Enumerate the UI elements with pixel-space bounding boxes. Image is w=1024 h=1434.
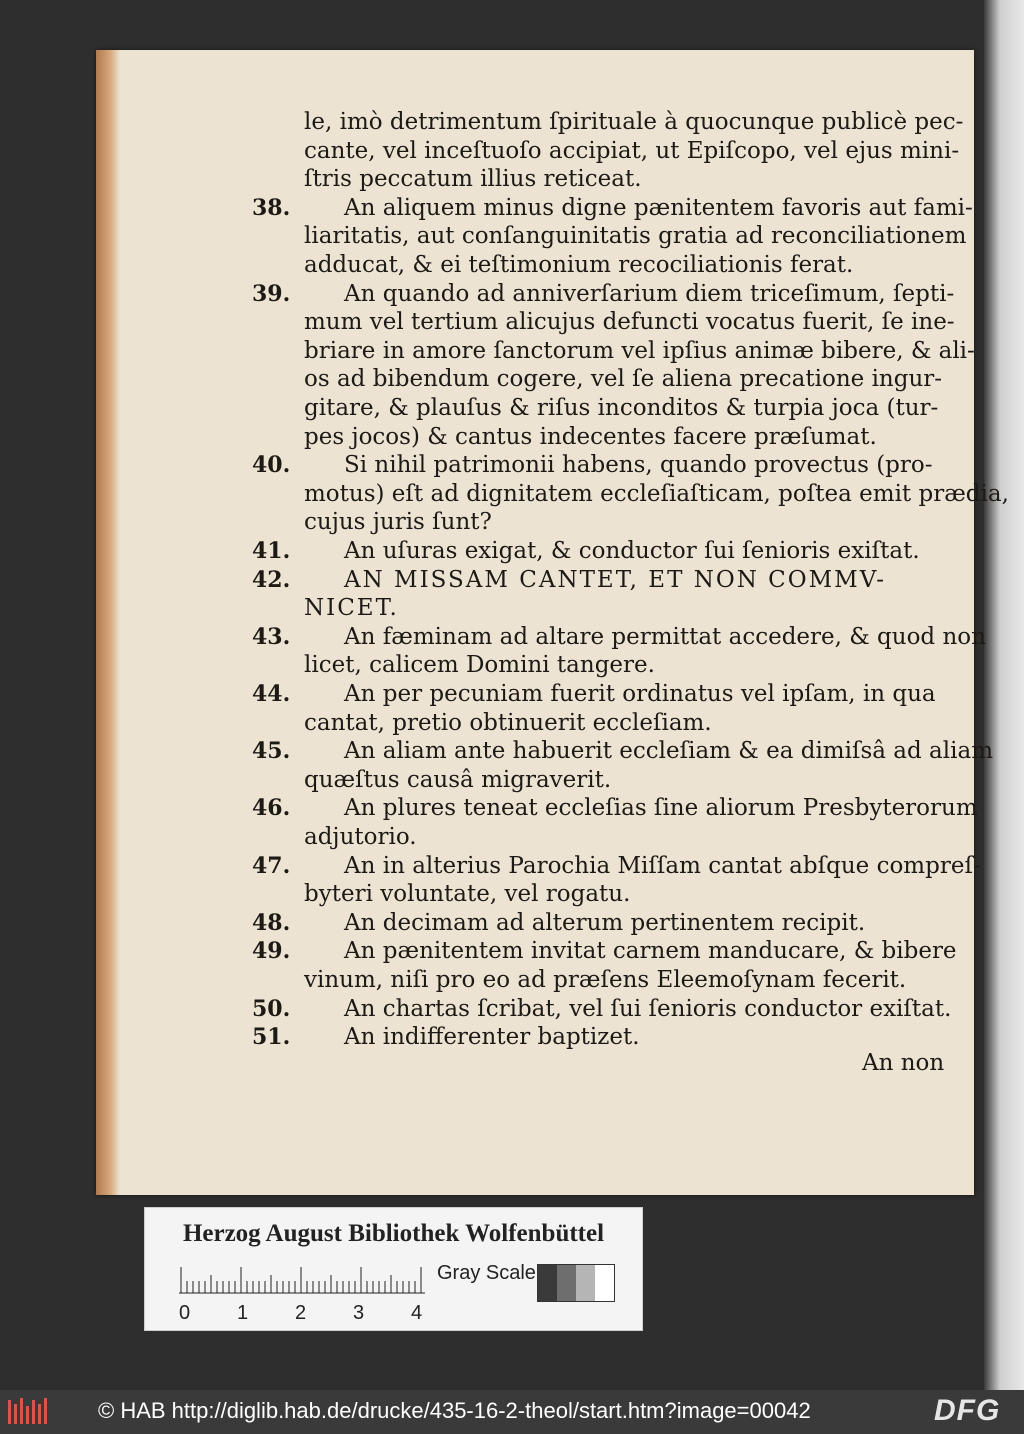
gray-swatch [538,1265,557,1301]
item-number: 46. [252,795,291,822]
line-text: An per pecuniam fuerit ordinatus vel ipſam, in qua [344,681,936,707]
item-number: 47. [252,852,291,879]
line-text: vinum, niſi pro eo ad præſens Eleemoſynam fecerit. [304,967,907,993]
ruler-number: 2 [295,1302,307,1324]
line-text: cujus juris ſunt? [304,509,492,536]
item-number: 49. [252,938,291,965]
line-text: pes jocos) & cantus indecentes facere præſumat. [304,423,877,450]
item-number: 41. [252,538,291,564]
line-text: An in alterius Parochia Miſſam cantat abſque compreſ- [344,852,981,879]
line-text: cantat, pretio obtinuerit eccleſiam. [304,709,712,736]
line-text: adducat, & ei teſtimonium recociliationis ferat. [304,252,854,278]
line-text: NICET. [304,595,399,622]
catchword: An non [862,1050,945,1076]
ruler-scale [179,1266,425,1294]
gray-swatch [557,1265,576,1301]
copyright-url[interactable]: © HAB http://diglib.hab.de/drucke/435-16-2-theol/start.htm?image=00042 [98,1398,811,1423]
line-text: motus) eſt ad dignitatem eccleſiaſticam, poſtea emit prædia, [304,480,1009,507]
line-text: An quando ad anniverſarium diem triceſimum, ſepti- [344,280,955,307]
line-text: An aliquem minus digne pænitentem favoris aut fami- [344,194,973,221]
ruler-number: 1 [237,1302,249,1324]
page-edge [96,50,120,1195]
item-number: 44. [252,681,291,707]
gray-scale-label: Gray Scale [437,1262,536,1284]
line-text: adjutorio. [304,824,417,850]
ruler-numbers [173,1302,433,1326]
line-text: quæſtus causâ migraverit. [304,766,612,793]
line-text: An chartas ſcribat, vel ſui ſenioris conductor exiſtat. [344,995,952,1022]
item-number: 48. [252,909,291,936]
line-text: briare in amore ſanctorum vel ipſius animæ bibere, & ali- [304,337,975,364]
item-number: 45. [252,738,291,765]
line-text: AN MISSAM CANTET, ET NON COMMV- [344,566,886,593]
ruler-number: 3 [353,1302,365,1324]
item-number: 51. [252,1024,291,1051]
ruler-number: 0 [179,1302,191,1324]
item-number: 43. [252,623,291,650]
gray-swatch [576,1265,595,1301]
gray-scale-swatches [537,1264,615,1302]
ruler-number: 4 [411,1302,423,1324]
line-text: An fæminam ad altare permittat accedere, & quod non [344,623,986,650]
line-text: mum vel tertium alicujus defuncti vocatus fuerit, ſe ine- [304,309,955,336]
item-number: 38. [252,194,291,221]
line-text: licet, calicem Domini tangere. [304,652,655,679]
line-text: An uſuras exigat, & conductor ſui ſenioris exiſtat. [344,538,920,564]
line-text: An plures teneat eccleſias ſine aliorum Presbyterorum [344,795,978,822]
hab-logo-icon [6,1396,48,1428]
item-number: 50. [252,995,291,1022]
dfg-logo: DFG [934,1394,1001,1427]
adjacent-page-edge [984,0,1024,1390]
line-text: An indifferenter baptizet. [344,1024,640,1051]
line-text: ſtris peccatum illius reticeat. [304,166,642,193]
line-text: gitare, & plauſus & riſus inconditos & turpia joca (tur- [304,395,939,421]
line-text: An aliam ante habuerit eccleſiam & ea dimiſsâ ad aliam [344,738,993,765]
item-number: 42. [252,566,291,593]
line-text: Si nihil patrimonii habens, quando provectus (pro- [344,452,933,479]
book-page [96,50,1009,1195]
item-number: 39. [252,280,291,307]
line-text: byteri voluntate, vel rogatu. [304,881,631,908]
page-text [96,50,1009,1195]
footer-bar [0,1390,1024,1434]
line-text: An pænitentem invitat carnem manducare, & bibere [344,938,957,965]
line-text: liaritatis, aut conſanguinitatis gratia ad reconciliationem [304,223,967,250]
item-number: 40. [252,452,291,479]
line-text: le, imò detrimentum ſpirituale à quocunque publicè pec- [304,109,964,135]
line-text: An decimam ad alterum pertinentem recipit. [344,909,866,936]
color-reference-card [144,1207,643,1331]
line-text: cante, vel inceſtuoſo accipiat, ut Epiſcopo, vel ejus mini- [304,137,960,164]
gray-swatch [595,1265,614,1301]
line-text: os ad bibendum cogere, vel ſe aliena precatione ingur- [304,366,943,393]
library-name: Herzog August Bibliothek Wolfenbüttel [182,1220,605,1247]
